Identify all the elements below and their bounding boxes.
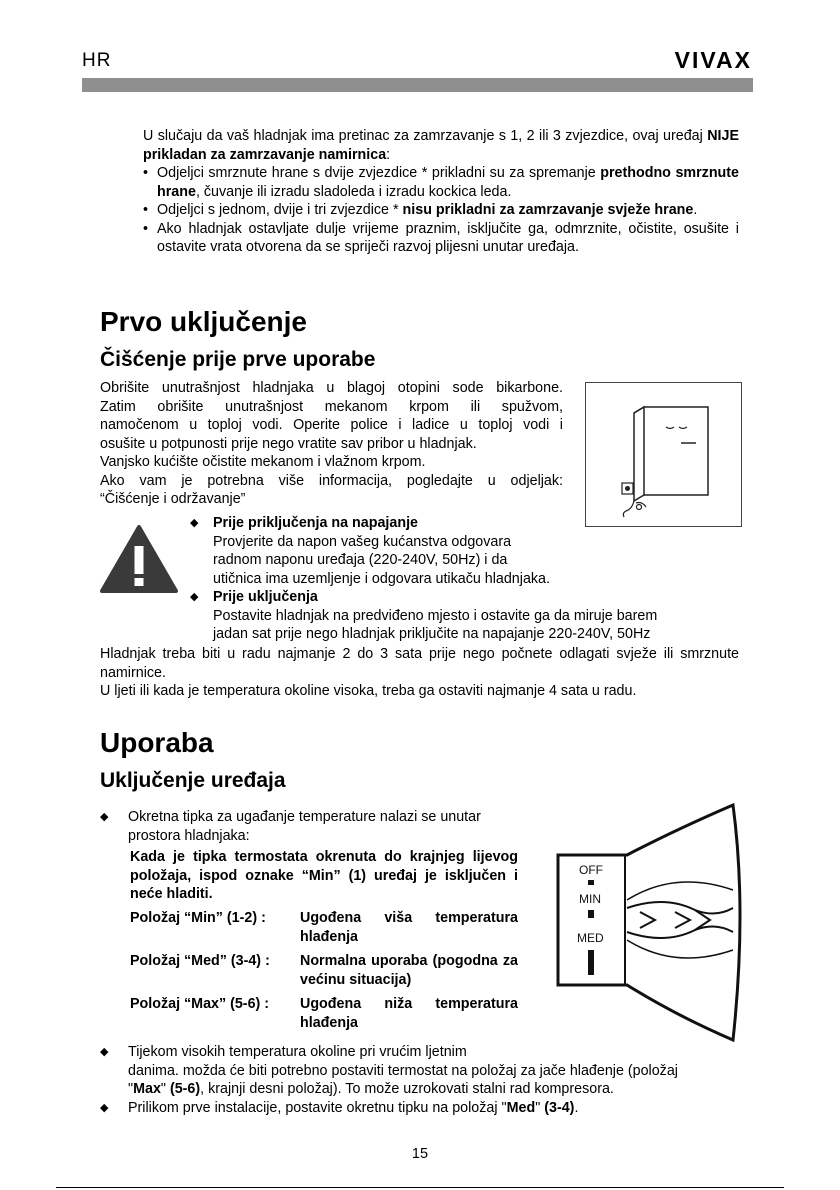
section-subtitle-cleaning: Čišćenje prije prve uporabe xyxy=(100,348,376,371)
dial-label-min: MIN xyxy=(579,892,601,906)
text-line: prostora hladnjaka: xyxy=(128,827,250,844)
install-bullet xyxy=(100,1099,740,1118)
diamond-bullet-icon: ◆ xyxy=(190,517,199,529)
paragraph: Hladnjak treba biti u radu najmanje 2 do 3 sata prije nego počnete odlagati svježe ili smrznute namirnice. xyxy=(100,646,739,681)
warning-block xyxy=(190,514,750,644)
intro-paragraph: U slučaju da vaš hladnjak ima pretinac za zamrzavanje s 1, 2 ili 3 zvjezdice, ovaj uređaj NIJE prikladan za zamrzavanje namirnica: xyxy=(143,128,739,163)
summer-bullet xyxy=(100,1043,740,1099)
text-line: Prilikom prve instalacije, postavite okretnu tipku na položaj "Med" (3-4). xyxy=(128,1100,579,1116)
text-line: “Čišćenje i održavanje” xyxy=(100,491,246,507)
section-subtitle-switch-on: Uključenje uređaja xyxy=(100,769,286,792)
fridge-illustration xyxy=(585,382,742,527)
fridge-drawing-icon xyxy=(586,383,741,526)
text-line: "Max" (5-6), krajnji desni položaj). To može uzrokovati stalni rad kompresora. xyxy=(128,1081,614,1097)
text-line: radnom naponu uređaja (220-240V, 50Hz) i da xyxy=(213,552,508,568)
text-line: Okretna tipka za ugađanje temperature nalazi se unutar xyxy=(128,809,481,825)
text-line: utičnica ima uzemljenje i odgovara utikaču hladnjaka. xyxy=(213,570,550,587)
list-item: • Odjeljci smrznute hrane s dvije zvjezdice * prikladni su za spremanje prethodno smrznute hrane, čuvanje ili izradu sladoleda i izradu kockica leda. xyxy=(143,164,739,201)
thermostat-off-note: Kada je tipka termostata okrenuta do krajnjeg lijevog položaja, ispod oznake “Min” (1) uređaj je isključen i neće hladiti. xyxy=(130,849,518,902)
text-line: Zatim obrišite unutrašnjost mekanom krpom ili spužvom, xyxy=(100,398,563,415)
position-row-min: Položaj “Min” (1-2) : Ugođena viša temperatura hlađenja xyxy=(130,910,518,945)
text-line: Obrišite unutrašnjost hladnjaka u blagoj otopini sode bikarbone. xyxy=(100,380,563,396)
text-line: namočenom u toploj vodi. Operite police i ladice u toploj vodi i xyxy=(100,417,563,433)
section-title-first-use: Prvo uključenje xyxy=(100,306,307,337)
diamond-bullet-icon: ◆ xyxy=(100,1102,109,1114)
header-brand-logo: VIVAX xyxy=(674,47,752,73)
warning-title: Prije priključenja na napajanje xyxy=(213,515,419,531)
text-line: Ako vam je potrebna više informacija, pogledajte u odjeljak: xyxy=(100,472,563,489)
diamond-bullet-icon: ◆ xyxy=(100,1046,109,1058)
header-language: HR xyxy=(82,50,112,71)
thermostat-dial-illustration xyxy=(555,800,745,1045)
thermostat-bullet xyxy=(100,808,520,845)
dial-label-off: OFF xyxy=(579,863,603,877)
diamond-bullet-icon: ◆ xyxy=(100,811,109,823)
paragraph: U ljeti ili kada je temperatura okoline visoka, treba ga ostaviti najmanje 4 sata u radu. xyxy=(100,683,637,699)
diamond-bullet-icon: ◆ xyxy=(190,591,199,603)
text-line: danima. možda će biti potrebno postaviti termostat na položaj za jače hlađenje (položaj xyxy=(128,1062,678,1079)
page-number: 15 xyxy=(411,1146,429,1162)
after-text xyxy=(100,645,739,701)
position-row-max: Položaj “Max” (5-6) : Ugođena niža temperatura hlađenja xyxy=(130,996,518,1031)
section-title-usage: Uporaba xyxy=(100,727,214,758)
intro-block xyxy=(143,127,739,257)
text-line: Postavite hladnjak na predviđeno mjesto i ostavite ga da miruje barem xyxy=(213,607,658,624)
warning-item-switch-on xyxy=(190,588,750,644)
text-line: Provjerite da napon vašeg kućanstva odgovara xyxy=(213,533,512,550)
dial-label-med: MED xyxy=(577,931,604,945)
list-item: • Ako hladnjak ostavljate dulje vrijeme praznim, isključite ga, odmrznite, očistite, osušite i ostavite vrata otvorena da se spriječi razvoj plijesni unutar uređaja. xyxy=(143,220,739,257)
warning-icon xyxy=(99,524,179,594)
warning-item-power xyxy=(190,514,750,588)
text-line: osušite u potpunosti prije nego vratite sav pribor u hladnjak. xyxy=(100,435,477,452)
list-item: • Odjeljci s jednom, dvije i tri zvjezdice * nisu prikladni za zamrzavanje svježe hrane. xyxy=(143,201,739,220)
text-line: Vanjsko kućište očistite mekanom i vlažnom krpom. xyxy=(100,454,426,470)
footer-rule xyxy=(56,1187,784,1188)
header-bar xyxy=(82,78,753,92)
position-row-med: Položaj “Med” (3-4) : Normalna uporaba (pogodna za većinu situacija) xyxy=(130,953,518,988)
cleaning-text xyxy=(100,379,563,509)
warning-title: Prije uključenja xyxy=(213,589,318,605)
text-line: jadan sat prije nego hladnjak priključite na napajanje 220-240V, 50Hz xyxy=(213,626,651,642)
text-line: Tijekom visokih temperatura okoline pri vrućim ljetnim xyxy=(128,1044,467,1060)
intro-bullets xyxy=(143,164,739,257)
